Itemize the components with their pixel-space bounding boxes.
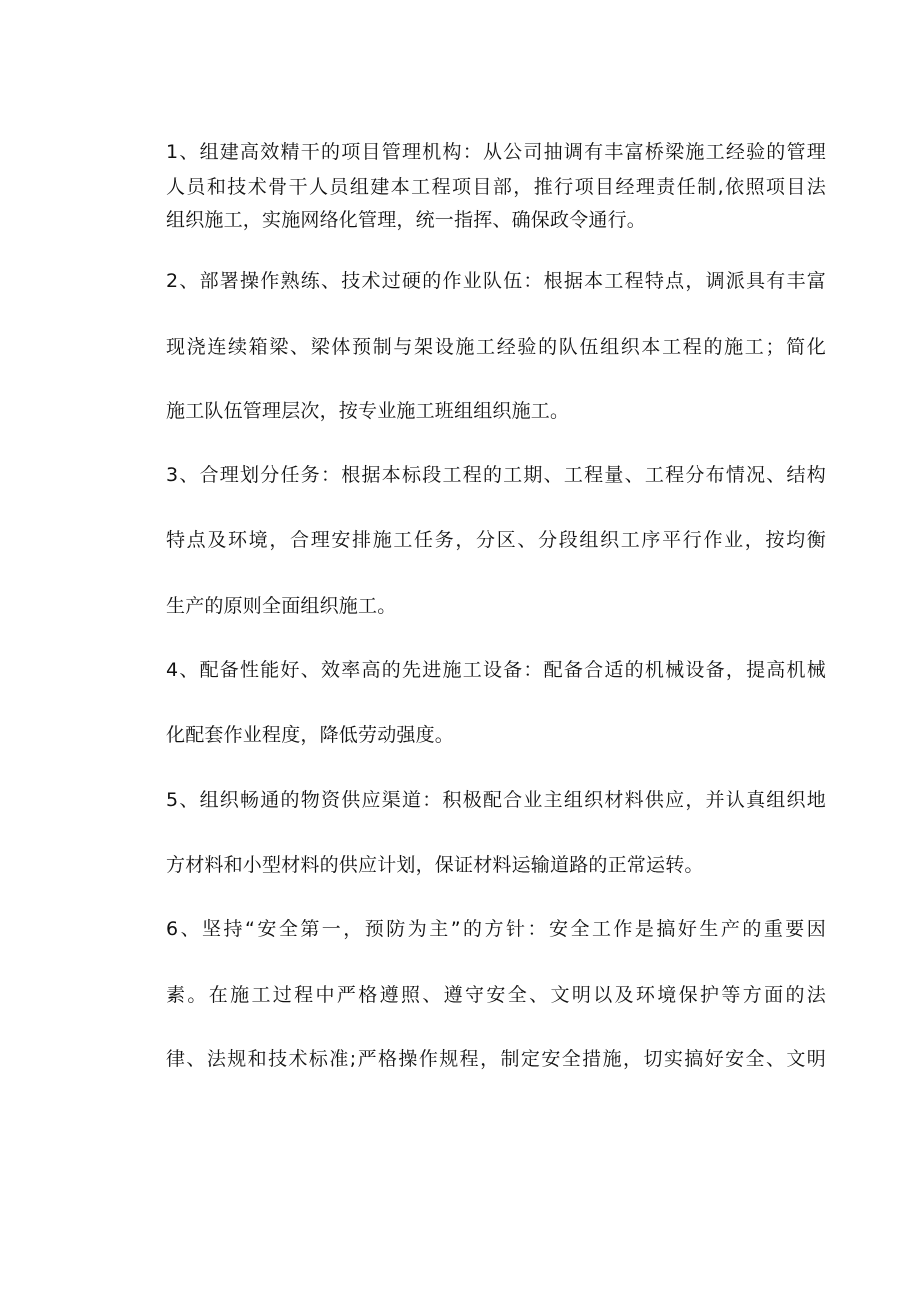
paragraph-1-line-1: 1、组建高效精干的项目管理机构：从公司抽调有丰富桥梁施工经验的管理 [166,141,826,163]
paragraph-4-line-1: 4、配备性能好、效率高的先进施工设备：配备合适的机械设备，提高机械 [166,659,826,681]
paragraph-4-line-2: 化配套作业程度，降低劳动强度。 [166,724,455,746]
paragraph-1-line-2: 人员和技术骨干人员组建本工程项目部，推行项目经理责任制,依照项目法 [166,176,826,198]
paragraph-6-line-2: 素。在施工过程中严格遵照、遵守安全、文明以及环境保护等方面的法 [166,984,826,1006]
paragraph-6-line-1: 6、坚持“安全第一，预防为主”的方针：安全工作是搞好生产的重要因 [166,918,826,940]
paragraph-1-line-3: 组织施工，实施网络化管理，统一指挥、确保政令通行。 [166,209,647,231]
paragraph-5-line-1: 5、组织畅通的物资供应渠道：积极配合业主组织材料供应，并认真组织地 [166,789,826,811]
paragraph-3-line-1: 3、合理划分任务：根据本标段工程的工期、工程量、工程分布情况、结构 [166,464,826,486]
paragraph-5-line-2: 方材料和小型材料的供应计划，保证材料运输道路的正常运转。 [166,854,704,876]
paragraph-6-line-3: 律、法规和技术标准;严格操作规程，制定安全措施，切实搞好安全、文明 [166,1048,826,1070]
paragraph-2-line-2: 现浇连续箱梁、梁体预制与架设施工经验的队伍组织本工程的施工；简化 [166,336,826,358]
paragraph-3-line-2: 特点及环境，合理安排施工任务，分区、分段组织工序平行作业，按均衡 [166,529,826,551]
paragraph-3-line-3: 生产的原则全面组织施工。 [166,595,397,617]
paragraph-2-line-1: 2、部署操作熟练、技术过硬的作业队伍：根据本工程特点，调派具有丰富 [166,270,826,292]
paragraph-2-line-3: 施工队伍管理层次，按专业施工班组组织施工。 [166,400,570,422]
